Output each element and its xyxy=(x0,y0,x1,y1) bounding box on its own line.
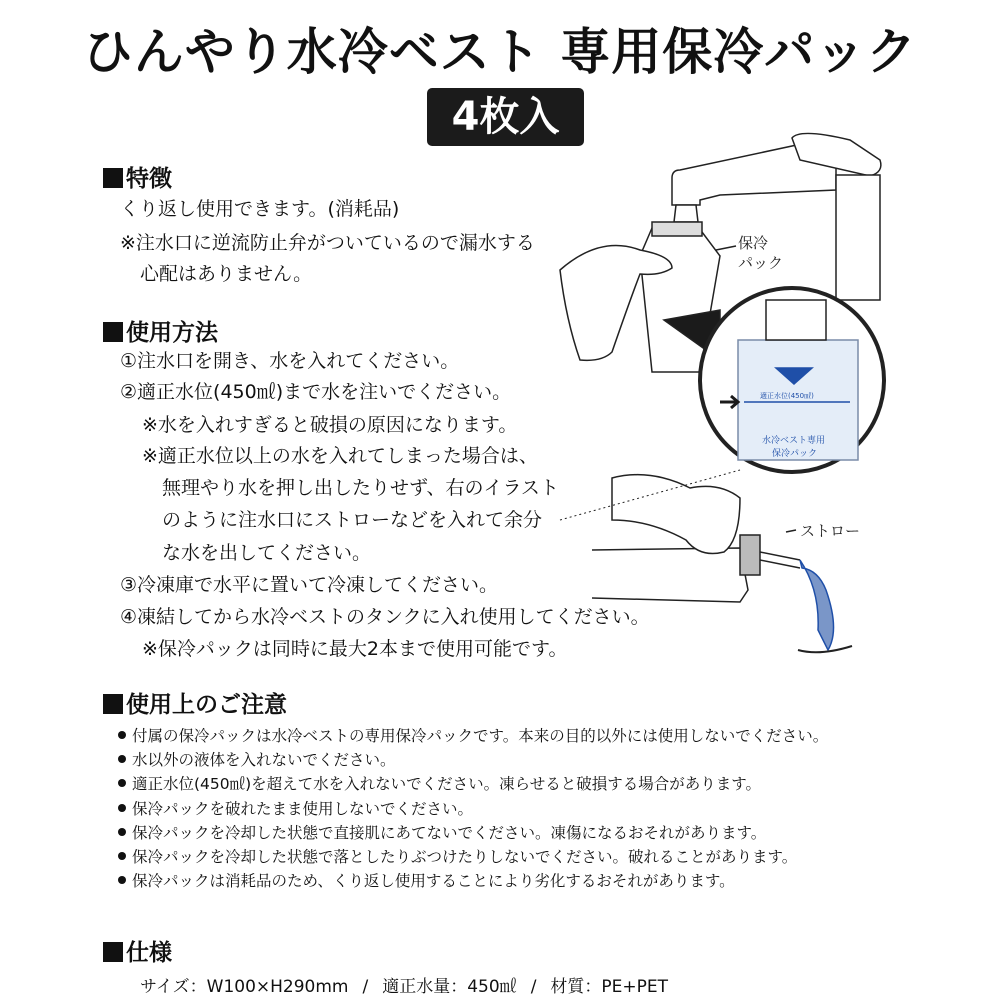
usage-step-1: ①注水口を開き、水を入れてください。 xyxy=(120,350,460,372)
list-item: 適正水位(450㎖)を超えて水を入れないでください。凍らせると破損する場合があります。 xyxy=(118,772,828,796)
hand-icon xyxy=(612,475,740,554)
pack-label-line-2: パック xyxy=(738,254,784,272)
list-item: 保冷パックは消耗品のため、くり返し使用することにより劣化するおそれがあります。 xyxy=(118,869,828,893)
spec-separator: / xyxy=(530,977,537,997)
features-line-2: ※注水口に逆流防止弁がついているので漏水する xyxy=(120,232,535,254)
zoom-pack-text-1: 水冷ベスト専用 xyxy=(762,436,826,446)
usage-step-4: ④凍結してから水冷ベストのタンクに入れ使用してください。 xyxy=(120,606,650,628)
usage-note-2-cont-3: な水を出してください。 xyxy=(162,542,372,564)
zoom-line-label: 適正水位(450㎖) xyxy=(760,392,814,400)
quantity-badge: 4枚入 xyxy=(427,88,584,146)
list-item: 保冷パックを冷却した状態で落としたりぶつけたりしないでください。破れることがあります。 xyxy=(118,845,828,869)
usage-step-2: ②適正水位(450㎖)まで水を注いでください。 xyxy=(120,381,512,403)
page-title: ひんやり水冷ベスト 専用保冷パック xyxy=(82,23,918,81)
usage-step-3: ③冷凍庫で水平に置いて冷凍してください。 xyxy=(120,574,499,596)
usage-note-1: ※水を入れすぎると破損の原因になります。 xyxy=(142,414,518,436)
cautions-heading: 使用上のご注意 xyxy=(103,686,287,719)
list-item: 水以外の液体を入れないでください。 xyxy=(118,748,828,772)
features-heading: 特徴 xyxy=(103,160,172,193)
spec-separator: / xyxy=(362,977,369,997)
usage-note-2-cont-2: のように注水口にストローなどを入れて余分 xyxy=(162,509,543,531)
list-item: 付属の保冷パックは水冷ベストの専用保冷パックです。本来の目的以外には使用しないでください。 xyxy=(118,724,828,748)
spec-size: サイズ：W100×H290mm xyxy=(140,977,349,997)
features-line-3: 心配はありません。 xyxy=(140,263,313,285)
pack-label-line-1: 保冷 xyxy=(738,234,769,252)
usage-heading: 使用方法 xyxy=(103,314,218,347)
spec-material: 材質：PE+PET xyxy=(550,977,669,997)
straw-label: ストロー xyxy=(800,522,861,540)
list-item: 保冷パックを破れたまま使用しないでください。 xyxy=(118,797,828,821)
usage-note-3: ※保冷パックは同時に最大2本まで使用可能です。 xyxy=(142,638,568,660)
usage-note-2-cont-1: 無理やり水を押し出したりせず、右のイラスト xyxy=(162,477,559,499)
specs-heading: 仕様 xyxy=(103,934,172,967)
usage-note-2: ※適正水位以上の水を入れてしまった場合は、 xyxy=(142,445,538,467)
list-item: 保冷パックを冷却した状態で直接肌にあてないでください。凍傷になるおそれがあります。 xyxy=(118,821,828,845)
zoom-pack-text-2: 保冷パック xyxy=(772,449,818,459)
features-line-1: くり返し使用できます。(消耗品) xyxy=(120,198,400,220)
spec-water: 適正水量：450㎖ xyxy=(382,977,517,997)
